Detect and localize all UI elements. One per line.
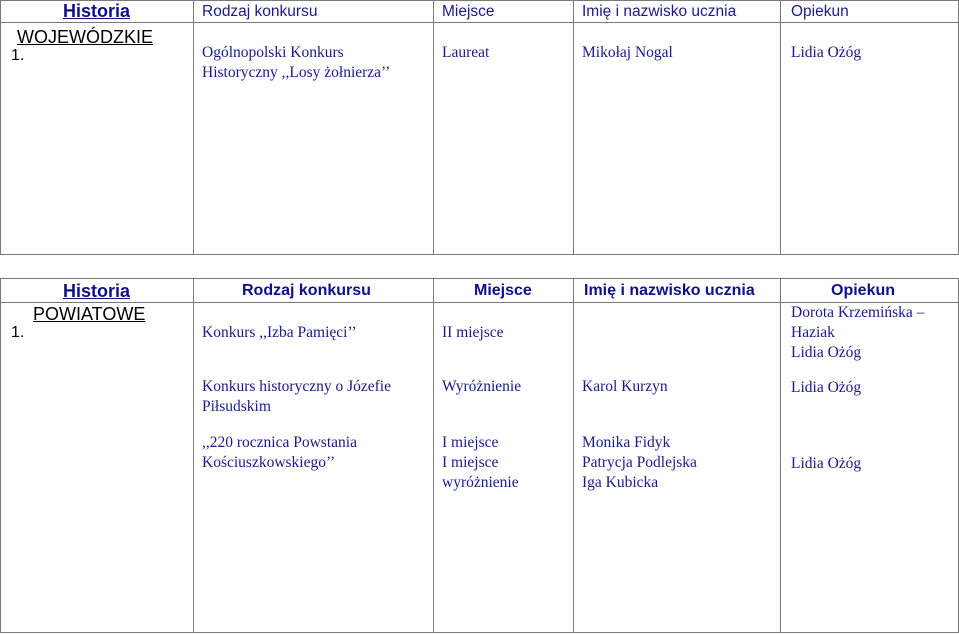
- place-value: I miejsce: [442, 454, 499, 471]
- header-tutor-cell: [781, 279, 959, 303]
- student-cell: [574, 23, 781, 255]
- student-header: Imię i nazwisko ucznia: [582, 3, 737, 20]
- place-header: Miejsce: [474, 282, 532, 299]
- contest-cell: [194, 23, 434, 255]
- level-label: POWIATOWE: [33, 304, 146, 324]
- contests-table-district: [0, 278, 959, 633]
- contest-name-line: Historyczny ,,Losy żołnierza’’: [202, 64, 391, 81]
- student-name: Patrycja Podlejska: [582, 454, 697, 471]
- student-header: Imię i nazwisko ucznia: [584, 282, 755, 299]
- contest-name-line: Ogólnopolski Konkurs: [202, 44, 344, 61]
- row-number: 1.: [11, 324, 25, 341]
- header-tutor-cell: [781, 1, 959, 23]
- tutor-name: Lidia Ożóg: [791, 344, 862, 361]
- header-contest-type-cell: [194, 1, 434, 23]
- tutor-cell: [781, 23, 959, 255]
- contest-type-header: Rodzaj konkursu: [202, 3, 318, 20]
- level-cell: [1, 23, 194, 255]
- contest-name-line: Konkurs ,,Izba Pamięci’’: [202, 324, 357, 341]
- subject-title: Historia: [63, 281, 131, 301]
- table-row: [1, 303, 959, 633]
- contests-table-voivodeship: [0, 0, 959, 255]
- student-name: Monika Fidyk: [582, 434, 671, 451]
- contest-name-line: Piłsudskim: [202, 398, 271, 415]
- student-name: Mikołaj Nogal: [582, 44, 673, 61]
- subject-title: Historia: [63, 1, 131, 21]
- tutor-name: Dorota Krzemińska –: [791, 304, 925, 321]
- student-name: Iga Kubicka: [582, 474, 659, 491]
- contest-name-line: Kościuszkowskiego’’: [202, 454, 336, 471]
- place-header: Miejsce: [442, 3, 495, 20]
- contest-name-line: Konkurs historyczny o Józefie: [202, 378, 391, 395]
- header-contest-type-cell: [194, 279, 434, 303]
- place-cell: [434, 23, 574, 255]
- place-value: wyróżnienie: [442, 474, 519, 491]
- header-place-cell: [434, 1, 574, 23]
- tutor-cell: [781, 303, 959, 633]
- header-subject-cell: [1, 1, 194, 23]
- student-name: Karol Kurzyn: [582, 378, 668, 395]
- tutor-header: Opiekun: [831, 282, 896, 299]
- tutor-name: Lidia Ożóg: [791, 379, 862, 396]
- header-student-cell: [574, 1, 781, 23]
- tutor-name: Haziak: [791, 324, 835, 341]
- header-student-cell: [574, 279, 781, 303]
- place-value: I miejsce: [442, 434, 499, 451]
- tutor-name: Lidia Ożóg: [791, 44, 862, 61]
- contest-type-header: Rodzaj konkursu: [242, 282, 371, 299]
- level-label: WOJEWÓDZKIE: [17, 27, 153, 47]
- row-number: 1.: [11, 47, 25, 64]
- place-value: Laureat: [442, 44, 490, 61]
- place-value: Wyróżnienie: [442, 378, 522, 395]
- place-value: II miejsce: [442, 324, 504, 341]
- header-subject-cell: [1, 279, 194, 303]
- contest-name-line: ,,220 rocznica Powstania: [202, 434, 357, 451]
- tutor-name: Lidia Ożóg: [791, 455, 862, 472]
- tutor-header: Opiekun: [791, 3, 849, 20]
- header-place-cell: [434, 279, 574, 303]
- level-cell: [1, 303, 194, 633]
- student-cell: [574, 303, 781, 633]
- contest-cell: [194, 303, 434, 633]
- place-cell: [434, 303, 574, 633]
- table-row: [1, 23, 959, 255]
